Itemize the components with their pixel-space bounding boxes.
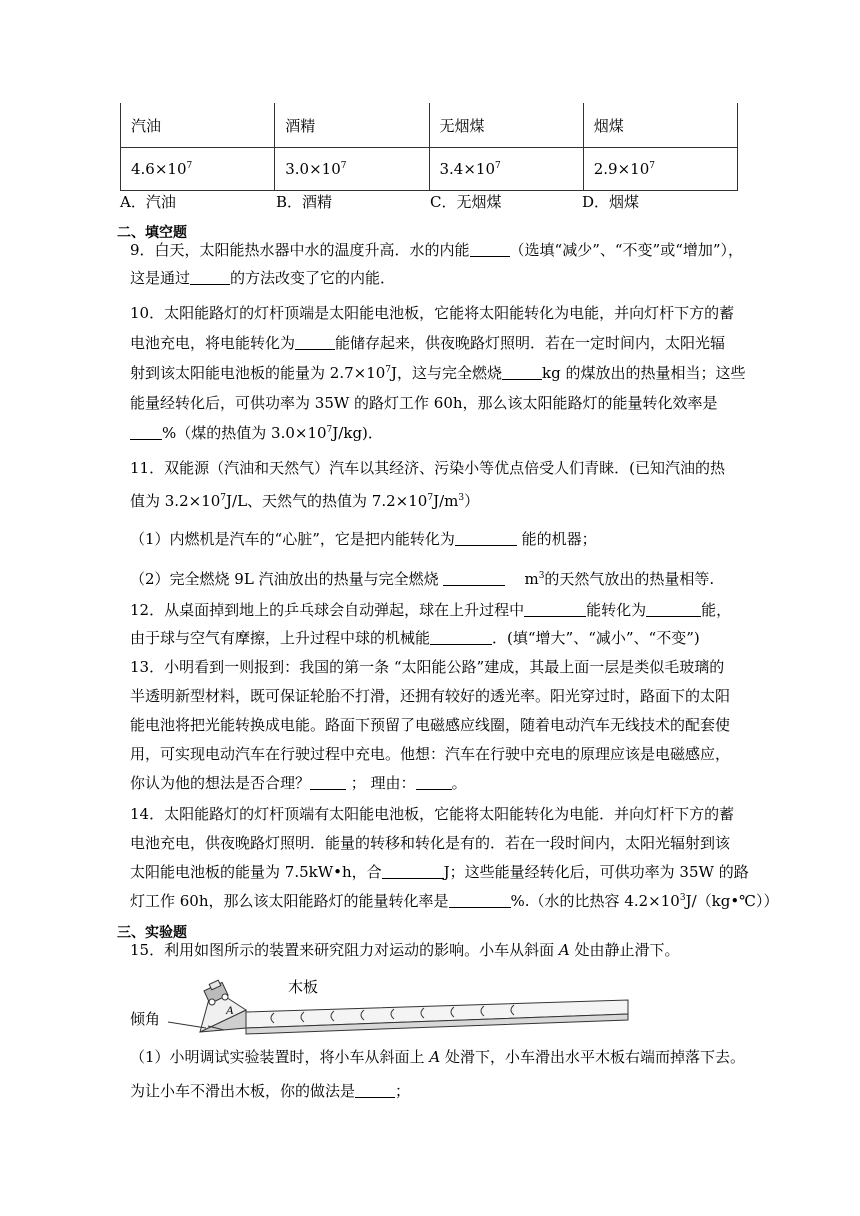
answer-blank[interactable] — [455, 530, 517, 546]
answer-blank[interactable] — [355, 1082, 395, 1098]
q10-text: 射到该太阳能电池板的能量为 2.7×10 — [130, 364, 386, 382]
option-c[interactable]: C．无烟煤 — [430, 193, 502, 211]
exponent: 7 — [427, 493, 434, 503]
question-14 — [130, 800, 779, 916]
q11-text: J/L、天然气的热值为 7.2×10 — [226, 492, 428, 510]
q14-text: 14．太阳能路灯的灯杆顶端有太阳能电池板，它能将太阳能转化为电能．并向灯杆下方的蓄 — [130, 805, 735, 823]
exponent: 7 — [326, 425, 333, 435]
value-base: 3.4×10 — [439, 160, 496, 178]
q13-text: ； 理由： — [346, 774, 416, 792]
q14-text: 太阳能电池板的能量为 7.5kW•h，合 — [130, 863, 382, 881]
q9-text: 这是通过 — [130, 269, 191, 287]
table-cell: 汽油 — [121, 103, 275, 148]
question-11-part-1 — [130, 528, 597, 549]
answer-blank[interactable] — [646, 601, 701, 617]
q12-text: 能转化为 — [586, 601, 647, 619]
question-12 — [130, 596, 740, 652]
q12-text: 能， — [701, 601, 732, 619]
q13-text: 你认为他的想法是否合理？ — [130, 774, 311, 792]
angle-pointer-line — [168, 1022, 206, 1028]
table-cell — [583, 148, 737, 191]
q10-text: 能量经转化后，可供功率为 35W 的路灯工作 60h，那么该太阳能路灯的能量转化效率是 — [130, 394, 718, 412]
q11-text: 能的机器； — [516, 530, 597, 548]
option-a[interactable]: A．汽油 — [120, 193, 176, 211]
answer-blank[interactable] — [430, 629, 492, 645]
q15-text: 处由静止滑下。 — [574, 941, 680, 959]
q11-text: 的天然气放出的热量相等. — [544, 570, 715, 588]
q11-text: ） — [464, 492, 480, 510]
q11-text: 11．双能源（汽油和天然气）汽车以其经济、污染小等优点倍受人们青睐．(已知汽油的热 — [130, 459, 725, 477]
q14-text: 电池充电，供夜晚路灯照明．能量的转移和转化是有的．若在一段时间内，太阳光辐射到该 — [130, 834, 731, 852]
answer-blank[interactable] — [130, 424, 162, 440]
q10-text: 电池充电，将电能转化为 — [130, 334, 296, 352]
table-header-row — [121, 103, 738, 148]
exponent: 3 — [538, 571, 545, 581]
table-cell: 烟煤 — [583, 103, 737, 148]
q11-text: （2）完全燃烧 9L 汽油放出的热量与完全燃烧 — [130, 570, 439, 588]
question-11-part-2 — [130, 568, 714, 589]
wooden-board — [246, 1000, 628, 1034]
q10-text: 能储存起来，供夜晚路灯照明．若在一定时间内，太阳光辐 — [335, 334, 726, 352]
answer-blank[interactable] — [470, 241, 510, 257]
q12-text: 12．从桌面掉到地上的乒乓球会自动弹起，球在上升过程中 — [130, 601, 525, 619]
question-9 — [130, 236, 744, 292]
value-base: 2.9×10 — [593, 160, 650, 178]
answer-blank[interactable] — [310, 774, 346, 790]
answer-blank[interactable] — [443, 570, 505, 586]
q10-text: 10．太阳能路灯的灯杆顶端是太阳能电池板，它能将太阳能转化为电能，并向灯杆下方的蓄 — [130, 304, 735, 322]
table-cell — [121, 148, 275, 191]
value-exponent: 7 — [495, 161, 501, 171]
exponent: 7 — [385, 365, 392, 375]
answer-blank[interactable] — [190, 269, 230, 285]
q12-text: ．(填“增大”、“减小”、“不变”) — [492, 629, 700, 647]
q11-text: 值为 3.2×10 — [130, 492, 221, 510]
fuel-heat-table — [120, 103, 738, 191]
value-exponent: 7 — [186, 161, 193, 171]
answer-blank[interactable] — [502, 364, 542, 380]
q11-text: J/m — [433, 492, 459, 510]
q9-text: （选填“减少”、“不变”或“增加”）， — [509, 241, 744, 259]
fig-label-a: A — [226, 1003, 234, 1017]
section-title-experiment: 三、实验题 — [117, 925, 187, 941]
q11-text: m — [524, 570, 539, 588]
value-base: 4.6×10 — [131, 160, 187, 178]
point-a-label: A — [558, 941, 570, 959]
exponent: 3 — [458, 493, 465, 503]
exponent: 3 — [679, 893, 686, 903]
question-13 — [130, 653, 740, 798]
option-b[interactable]: B．酒精 — [276, 193, 333, 211]
q10-text: J/kg)． — [332, 424, 383, 442]
fig-label-board: 木板 — [288, 978, 319, 996]
table-cell — [429, 148, 583, 191]
q9-text: 9．白天，太阳能热水器中水的温度升高．水的内能 — [130, 241, 470, 259]
answer-blank[interactable] — [295, 334, 335, 350]
table-cell — [275, 148, 429, 191]
fig-label-angle: 倾角 — [130, 1010, 161, 1028]
value-exponent: 7 — [649, 161, 655, 171]
point-a-label: A — [429, 1048, 441, 1066]
answer-blank[interactable] — [524, 601, 586, 617]
answer-blank[interactable] — [382, 863, 444, 879]
exponent: 7 — [220, 493, 227, 503]
q13-text: 能电池将把光能转换成电能。路面下预留了电磁感应线圈，随着电动汽车无线技术的配套使 — [130, 716, 731, 734]
q13-text: 。 — [451, 774, 467, 792]
answer-blank[interactable] — [449, 892, 511, 908]
table-cell: 无烟煤 — [429, 103, 583, 148]
q11-text: （1）内燃机是汽车的“心脏”，它是把内能转化为 — [130, 530, 455, 548]
q8-options — [120, 191, 639, 212]
question-15-part-1-cont — [130, 1080, 410, 1101]
q14-text: J/（kg•℃）） — [685, 892, 779, 910]
q12-text: 由于球与空气有摩擦，上升过程中球的机械能 — [130, 629, 431, 647]
question-15-part-1 — [130, 1046, 745, 1067]
q10-text: J，这与完全燃烧 — [391, 364, 503, 382]
incline-board-figure — [128, 978, 658, 1038]
q14-text: 灯工作 60h，那么该太阳能路灯的能量转化率是 — [130, 892, 449, 910]
table-row — [121, 148, 738, 191]
q14-text: J；这些能量经转化后，可供功率为 35W 的路 — [443, 863, 749, 881]
q9-text: 的方法改变了它的内能． — [230, 269, 396, 287]
q15-text: 为让小车不滑出木板，你的做法是 — [130, 1082, 356, 1100]
table-cell: 酒精 — [275, 103, 429, 148]
question-11 — [130, 452, 740, 518]
q10-text: %（煤的热值为 3.0×10 — [162, 424, 327, 442]
q10-text: kg 的煤放出的热量相当；这些 — [542, 364, 746, 382]
answer-blank[interactable] — [416, 774, 452, 790]
q13-text: 用，可实现电动汽车在行驶过程中充电。他想：汽车在行驶中充电的原理应该是电磁感应， — [130, 745, 731, 763]
section-title-fill-blank: 二、填空题 — [117, 225, 187, 241]
q13-text: 半透明新型材料，既可保证轮胎不打滑，还拥有较好的透光率。阳光穿过时，路面下的太阳 — [130, 687, 731, 705]
q15-text: 处滑下，小车滑出水平木板右端而掉落下去。 — [444, 1048, 745, 1066]
q14-text: %.（水的比热容 4.2×10 — [510, 892, 680, 910]
q15-text: （1）小明调试实验装置时，将小车从斜面上 — [130, 1048, 425, 1066]
q13-text: 13．小明看到一则报到：我国的第一条 “太阳能公路”建成，其最上面一层是类似毛玻璃的 — [130, 658, 725, 676]
question-10 — [130, 298, 746, 448]
option-d[interactable]: D．烟煤 — [582, 193, 640, 211]
question-15 — [130, 936, 740, 964]
value-exponent: 7 — [340, 161, 347, 171]
q15-text: 15．利用如图所示的装置来研究阻力对运动的影响。小车从斜面 — [130, 941, 555, 959]
q15-text: ； — [395, 1082, 411, 1100]
value-base: 3.0×10 — [285, 160, 341, 178]
